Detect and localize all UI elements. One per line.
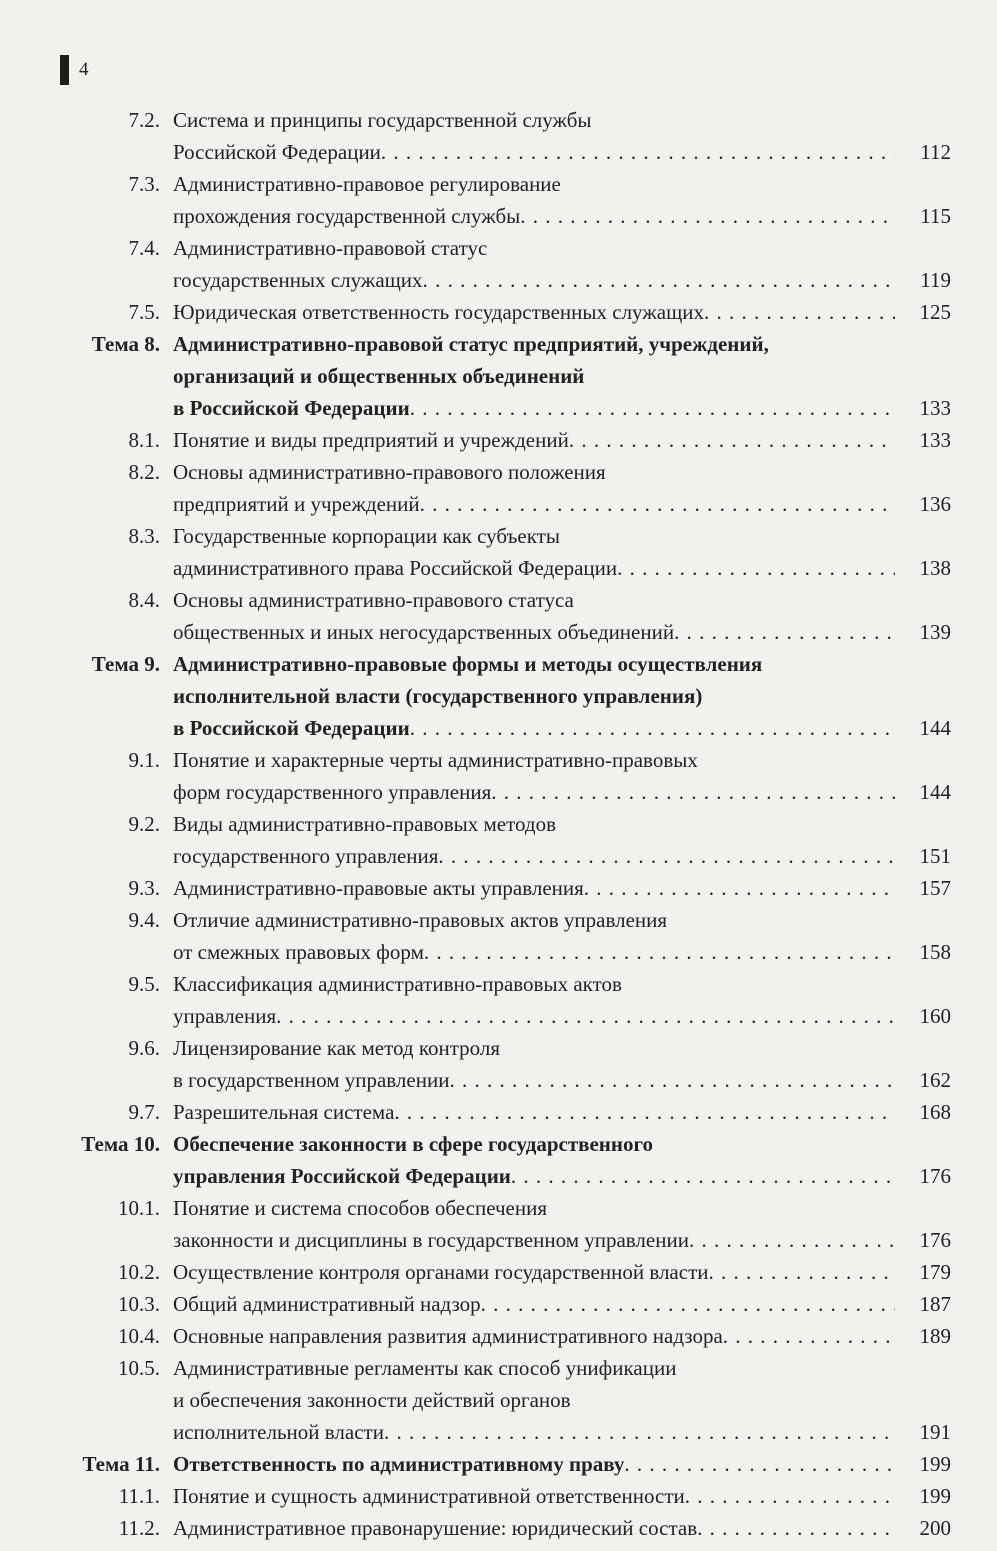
toc-entry-page: 144 xyxy=(919,780,951,804)
toc-entry xyxy=(0,1032,997,1096)
toc-entry-last-line xyxy=(173,1064,951,1096)
toc-entry-number: 9.3. xyxy=(128,876,160,900)
toc-entry-last-line xyxy=(173,296,951,328)
toc-entry-last-line xyxy=(173,264,951,296)
toc-entry-title: Разрешительная система xyxy=(173,1100,395,1124)
toc-entry-number: 9.6. xyxy=(128,1036,160,1060)
toc-entry-last-line xyxy=(173,1448,951,1480)
dot-leader xyxy=(491,776,895,808)
dot-leader xyxy=(569,424,895,456)
toc-entry-title: общественных и иных негосударственных объединений xyxy=(173,620,675,644)
toc-entry-title: Понятие и сущность административной ответственности xyxy=(173,1484,685,1508)
dot-leader xyxy=(520,200,895,232)
toc-entry-title: от смежных правовых форм xyxy=(173,940,424,964)
dot-leader xyxy=(276,1000,895,1032)
toc-entry xyxy=(0,296,997,328)
dot-leader xyxy=(685,1480,895,1512)
toc-entry-page: 191 xyxy=(919,1420,951,1444)
toc-entry-number: 9.7. xyxy=(128,1100,160,1124)
dot-leader xyxy=(410,392,895,424)
toc-entry-number: 9.4. xyxy=(128,908,160,932)
toc-entry-last-line xyxy=(173,552,951,584)
toc-entry-number: Тема 9. xyxy=(91,652,160,676)
toc-entry-page: 133 xyxy=(919,428,951,452)
toc-entry-title: исполнительной власти (государственного управления) xyxy=(173,684,703,708)
toc-entry xyxy=(0,1256,997,1288)
toc-entry xyxy=(0,232,997,296)
toc-entry-title: Административное правонарушение: юридический состав xyxy=(173,1516,698,1540)
toc-entry xyxy=(0,808,997,872)
toc-entry-number: 8.3. xyxy=(128,524,160,548)
toc-entry-title: управления xyxy=(173,1004,277,1028)
toc-entry-title: Виды административно-правовых методов xyxy=(173,812,557,836)
toc-entry-last-line xyxy=(173,1480,951,1512)
toc-entry-page: 136 xyxy=(919,492,951,516)
dot-leader xyxy=(709,1256,896,1288)
toc-entry-page: 138 xyxy=(919,556,951,580)
toc-entry-title: Административно-правовые акты управления xyxy=(173,876,584,900)
toc-entry xyxy=(0,1512,997,1544)
toc-entry xyxy=(0,1352,997,1448)
toc-entry-title: в Российской Федерации xyxy=(173,396,410,420)
toc-entry xyxy=(0,1320,997,1352)
dot-leader xyxy=(449,1064,895,1096)
dot-leader xyxy=(584,872,895,904)
page-header xyxy=(60,54,89,86)
page-number: 4 xyxy=(79,59,89,80)
toc-entry-title: Система и принципы государственной службы xyxy=(173,108,592,132)
toc-entry-number: Тема 8. xyxy=(91,332,160,356)
toc-entry-last-line xyxy=(173,872,951,904)
toc-entry-number: 10.3. xyxy=(118,1292,160,1316)
toc-entry-title: Ответственность по административному праву xyxy=(173,1452,625,1476)
toc-entry-title: государственных служащих xyxy=(173,268,423,292)
toc-entry xyxy=(0,1480,997,1512)
toc-entry-number: 7.3. xyxy=(128,172,160,196)
toc-entry-page: 133 xyxy=(919,396,951,420)
toc-entry-title: Административно-правовой статус предприятий, учреждений, xyxy=(173,332,769,356)
toc-entry-last-line xyxy=(173,1224,951,1256)
toc-entry-number: 8.2. xyxy=(128,460,160,484)
toc-entry-title: Понятие и виды предприятий и учреждений xyxy=(173,428,569,452)
toc-entry xyxy=(0,104,997,168)
toc-entry-title: Административно-правовой статус xyxy=(173,236,488,260)
toc-entry-title: Общий административный надзор xyxy=(173,1292,481,1316)
toc-entry-last-line xyxy=(173,1512,951,1544)
toc-topic-entry xyxy=(0,328,997,424)
toc-entry-page: 157 xyxy=(919,876,951,900)
toc-entry-number: 10.1. xyxy=(118,1196,160,1220)
header-marker xyxy=(60,55,69,85)
dot-leader xyxy=(420,488,895,520)
toc-entry xyxy=(0,1288,997,1320)
toc-entry xyxy=(0,424,997,456)
toc-entry-number: 10.2. xyxy=(118,1260,160,1284)
toc-entry xyxy=(0,520,997,584)
toc-entry-page: 199 xyxy=(919,1484,951,1508)
toc-entry-title: Основные направления развития административного надзора xyxy=(173,1324,723,1348)
dot-leader xyxy=(689,1224,895,1256)
toc-entry-last-line xyxy=(173,776,951,808)
dot-leader xyxy=(424,936,895,968)
toc-entry-page: 158 xyxy=(919,940,951,964)
toc-entry xyxy=(0,584,997,648)
toc-entry-number: 9.5. xyxy=(128,972,160,996)
toc-entry-last-line xyxy=(173,1288,951,1320)
toc-entry-page: 125 xyxy=(919,300,951,324)
toc-topic-entry xyxy=(0,648,997,744)
toc-entry xyxy=(0,168,997,232)
toc-entry-page: 119 xyxy=(920,268,951,292)
toc-entry-title: прохождения государственной службы xyxy=(173,204,521,228)
toc-entry-number: 11.2. xyxy=(118,1516,160,1540)
toc-entry-title: Лицензирование как метод контроля xyxy=(173,1036,500,1060)
toc-entry-page: 189 xyxy=(919,1324,951,1348)
toc-entry-title: Государственные корпорации как субъекты xyxy=(173,524,560,548)
toc-entry-title: Классификация административно-правовых актов xyxy=(173,972,622,996)
dot-leader xyxy=(394,1096,895,1128)
toc-entry-number: 7.2. xyxy=(128,108,160,132)
toc-entry-number: Тема 10. xyxy=(81,1132,160,1156)
toc-entry-title: Российской Федерации xyxy=(173,140,381,164)
toc-entry-title: Понятие и система способов обеспечения xyxy=(173,1196,548,1220)
toc-entry-last-line xyxy=(173,424,951,456)
toc-entry-page: 162 xyxy=(919,1068,951,1092)
toc-entry-title: Отличие административно-правовых актов управления xyxy=(173,908,668,932)
toc-entry-last-line xyxy=(173,1160,951,1192)
dot-leader xyxy=(410,712,895,744)
toc-entry-number: 10.4. xyxy=(118,1324,160,1348)
dot-leader xyxy=(617,552,895,584)
toc-entry-title: Обеспечение законности в сфере государственного xyxy=(173,1132,654,1156)
toc-entry-title: управления Российской Федерации xyxy=(173,1164,511,1188)
toc-entry-page: 176 xyxy=(919,1164,951,1188)
toc-entry-page: 112 xyxy=(920,140,951,164)
toc-entry-last-line xyxy=(173,488,951,520)
toc-entry-title: Осуществление контроля органами государственной власти xyxy=(173,1260,709,1284)
dot-leader xyxy=(697,1512,895,1544)
toc-entry-last-line xyxy=(173,1000,951,1032)
toc-entry-last-line xyxy=(173,392,951,424)
toc-entry xyxy=(0,872,997,904)
toc-topic-entry xyxy=(0,1448,997,1480)
toc-entry-last-line xyxy=(173,840,951,872)
toc-entry-number: 8.4. xyxy=(128,588,160,612)
toc-entry-page: 176 xyxy=(919,1228,951,1252)
dot-leader xyxy=(674,616,895,648)
toc-entry-last-line xyxy=(173,200,951,232)
toc-entry-page: 199 xyxy=(919,1452,951,1476)
toc-entry xyxy=(0,904,997,968)
toc-entry-number: 8.1. xyxy=(128,428,160,452)
toc-entry-number: 10.5. xyxy=(118,1356,160,1380)
toc-entry-page: 187 xyxy=(919,1292,951,1316)
toc-entry xyxy=(0,744,997,808)
toc-entry-title: в Российской Федерации xyxy=(173,716,410,740)
toc-entry-title: Понятие и характерные черты административно-правовых xyxy=(173,748,698,772)
toc-entry-page: 139 xyxy=(919,620,951,644)
dot-leader xyxy=(511,1160,895,1192)
toc-entry-title: исполнительной власти xyxy=(173,1420,384,1444)
toc-topic-entry xyxy=(0,1128,997,1192)
toc-entry xyxy=(0,456,997,520)
toc-entry-number: Тема 11. xyxy=(82,1452,160,1476)
toc-entry-title: организаций и общественных объединений xyxy=(173,364,585,388)
toc-entry-title: форм государственного управления xyxy=(173,780,492,804)
toc-entry-last-line xyxy=(173,616,951,648)
toc-entry-number: 7.4. xyxy=(128,236,160,260)
toc-entry xyxy=(0,968,997,1032)
toc-entry-last-line xyxy=(173,1096,951,1128)
toc-entry-page: 115 xyxy=(920,204,951,228)
toc-entry-title: Административно-правовые формы и методы осуществления xyxy=(173,652,763,676)
toc-entry-page: 179 xyxy=(919,1260,951,1284)
toc-entry-number: 7.5. xyxy=(128,300,160,324)
toc-entry-page: 144 xyxy=(919,716,951,740)
toc-entry-number: 11.1. xyxy=(118,1484,160,1508)
toc-entry-last-line xyxy=(173,1256,951,1288)
toc-entry-title: предприятий и учреждений xyxy=(173,492,420,516)
dot-leader xyxy=(438,840,895,872)
toc-entry-page: 160 xyxy=(919,1004,951,1028)
toc-entry-last-line xyxy=(173,1416,951,1448)
toc-entry-page: 168 xyxy=(919,1100,951,1124)
toc-entry-number: 9.1. xyxy=(128,748,160,772)
toc-entry-title: государственного управления xyxy=(173,844,439,868)
dot-leader xyxy=(481,1288,895,1320)
dot-leader xyxy=(723,1320,895,1352)
toc-entry-title: в государственном управлении xyxy=(173,1068,450,1092)
table-of-contents xyxy=(0,104,997,1544)
toc-entry-last-line xyxy=(173,1320,951,1352)
toc-entry xyxy=(0,1096,997,1128)
toc-entry-title: законности и дисциплины в государственном управлении xyxy=(173,1228,689,1252)
toc-entry-title: Административные регламенты как способ унификации xyxy=(173,1356,677,1380)
toc-entry-page: 200 xyxy=(919,1516,951,1540)
toc-entry-last-line xyxy=(173,936,951,968)
dot-leader xyxy=(381,136,895,168)
toc-entry-last-line xyxy=(173,712,951,744)
toc-entry-title: Административно-правовое регулирование xyxy=(173,172,561,196)
dot-leader xyxy=(624,1448,895,1480)
toc-entry-last-line xyxy=(173,136,951,168)
dot-leader xyxy=(704,296,895,328)
toc-entry-title: и обеспечения законности действий органов xyxy=(173,1388,571,1412)
toc-entry-title: Основы административно-правового положения xyxy=(173,460,606,484)
toc-entry-title: Основы административно-правового статуса xyxy=(173,588,574,612)
dot-leader xyxy=(423,264,895,296)
dot-leader xyxy=(384,1416,895,1448)
toc-entry xyxy=(0,1192,997,1256)
toc-entry-page: 151 xyxy=(919,844,951,868)
toc-entry-title: Юридическая ответственность государственных служащих xyxy=(173,300,705,324)
toc-entry-number: 9.2. xyxy=(128,812,160,836)
toc-entry-title: административного права Российской Федерации xyxy=(173,556,618,580)
